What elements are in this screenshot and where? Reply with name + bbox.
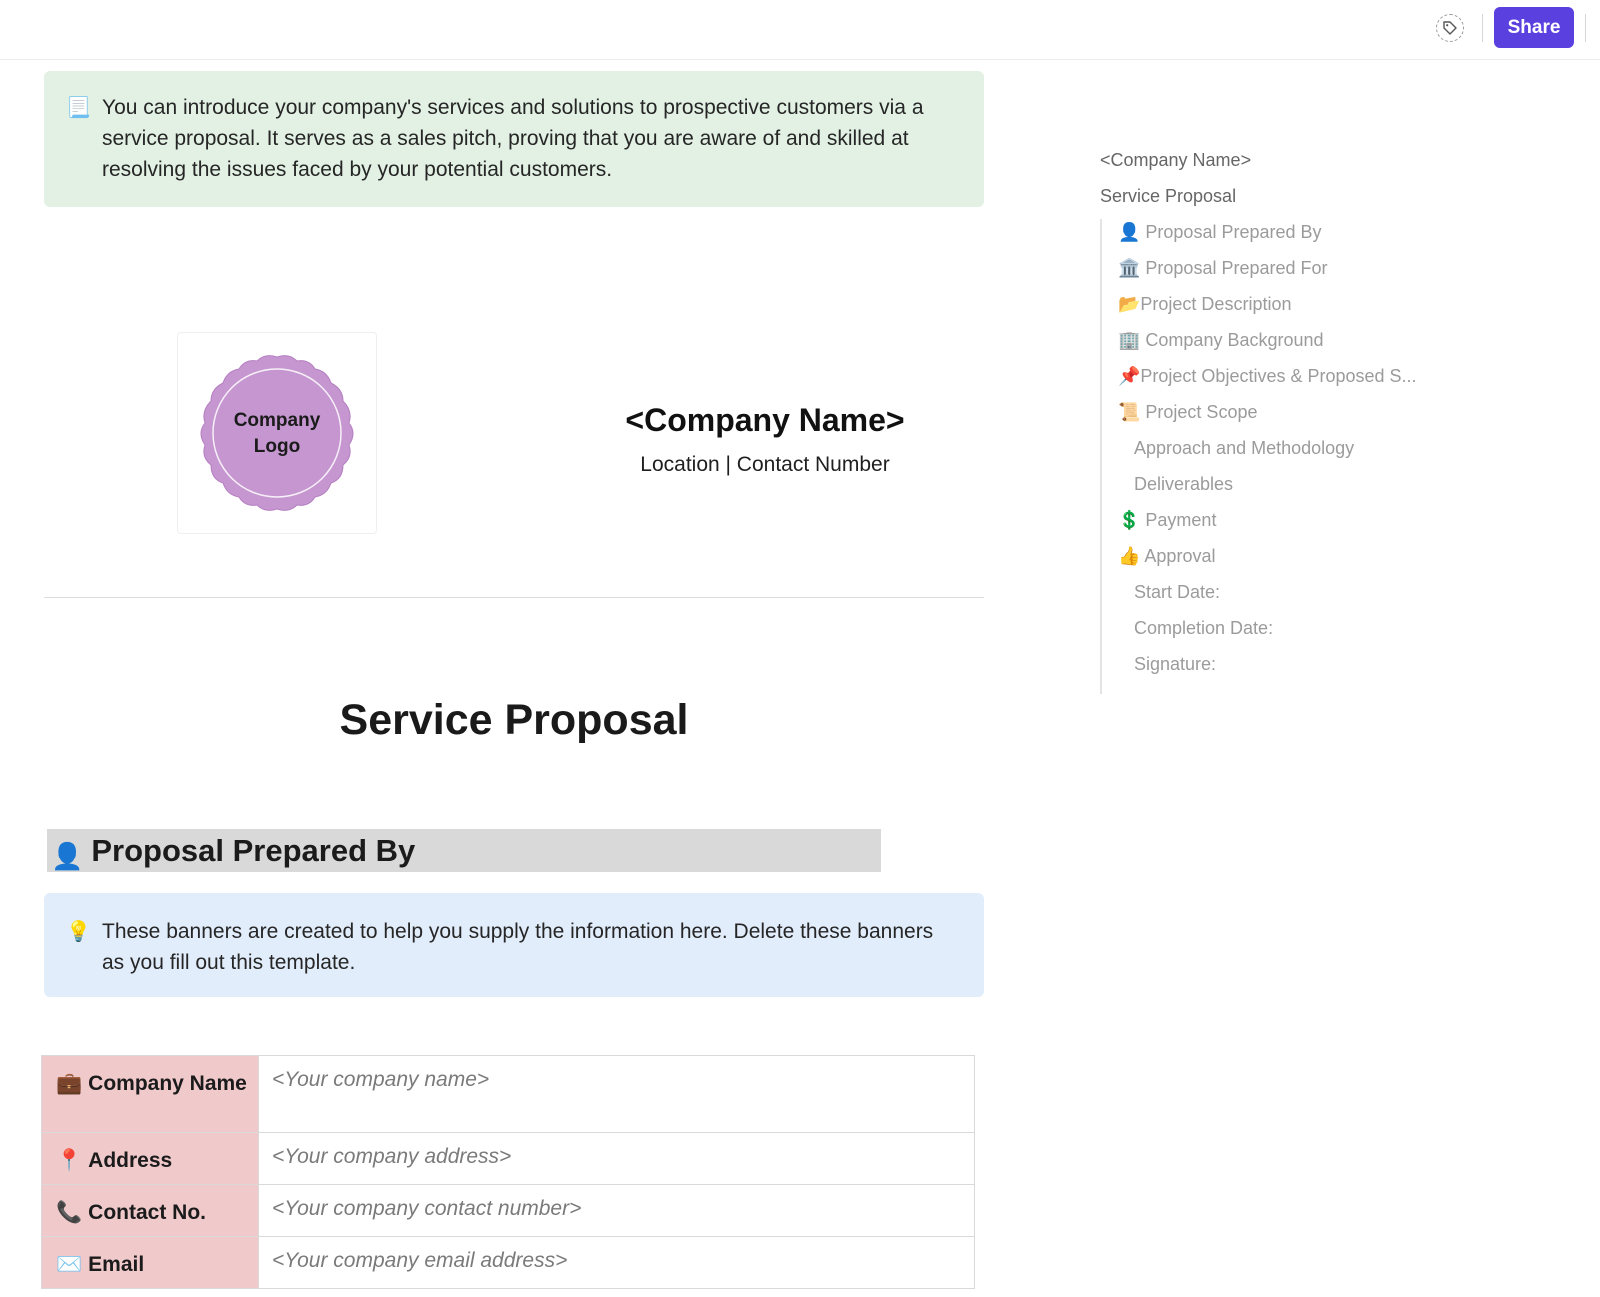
person-icon: 👤	[51, 841, 84, 871]
outline-item-start-date[interactable]: Start Date:	[1134, 582, 1221, 602]
logo-line-1: Company	[233, 410, 321, 431]
horizontal-divider	[44, 597, 984, 598]
envelope-icon: ✉️	[56, 1253, 83, 1276]
table-label-cell[interactable]	[42, 1185, 259, 1237]
table-label-cell[interactable]	[42, 1237, 259, 1289]
outline-item-approval[interactable]: 👍 Approval	[1118, 546, 1216, 566]
logo-line-2: Logo	[253, 436, 301, 457]
document-title[interactable]: Service Proposal	[339, 696, 689, 744]
outline-rail	[1100, 219, 1102, 694]
table-row	[42, 1185, 975, 1237]
toolbar-divider	[1482, 14, 1483, 42]
outline-item-prepared-for[interactable]: 🏛️ Proposal Prepared For	[1118, 258, 1328, 278]
company-name-heading[interactable]: <Company Name>	[625, 402, 905, 438]
section-heading-label: Proposal Prepared By	[91, 832, 416, 868]
table-value-cell[interactable]: <Your company email address>	[259, 1237, 975, 1289]
table-row	[42, 1133, 975, 1185]
outline-item-project-description[interactable]: 📂Project Description	[1118, 294, 1292, 314]
outline-item-company-background[interactable]: 🏢 Company Background	[1118, 330, 1324, 350]
row-label: Contact No.	[88, 1201, 206, 1224]
row-label: Company Name	[88, 1072, 247, 1095]
info-callout-text[interactable]: These banners are created to help you supply the information here. Delete these banners as you fill out this template.	[102, 920, 934, 974]
briefcase-icon: 💼	[56, 1072, 83, 1095]
outline-item-project-scope[interactable]: 📜 Project Scope	[1118, 402, 1258, 422]
company-location-contact[interactable]: Location | Contact Number	[640, 453, 890, 476]
outline-item-payment[interactable]: 💲 Payment	[1118, 510, 1217, 530]
outline-item-completion-date[interactable]: Completion Date:	[1134, 618, 1274, 638]
pin-icon: 📍	[56, 1149, 83, 1172]
lightbulb-icon: 💡	[66, 921, 91, 943]
section-heading-prepared-by[interactable]	[47, 829, 881, 872]
outline-item-project-objectives[interactable]: 📌Project Objectives & Proposed S...	[1118, 366, 1417, 386]
table-value-cell[interactable]: <Your company contact number>	[259, 1185, 975, 1237]
outline-item-approach[interactable]: Approach and Methodology	[1134, 438, 1355, 458]
table-label-cell[interactable]	[42, 1133, 259, 1185]
tag-icon[interactable]	[1436, 14, 1464, 42]
outline-item-prepared-by[interactable]: 👤 Proposal Prepared By	[1118, 222, 1322, 242]
intro-callout-text[interactable]: You can introduce your company's services and solutions to prospective customers via a service proposal. It serves as a sales pitch, proving that you are aware of and skilled at resolving the issues faced by your potential customers.	[102, 96, 924, 181]
share-button[interactable]: Share	[1494, 7, 1574, 48]
outline-item-service-proposal[interactable]: Service Proposal	[1100, 186, 1237, 206]
phone-icon: 📞	[56, 1201, 83, 1224]
info-callout[interactable]	[44, 893, 984, 997]
table-value-cell[interactable]: <Your company name>	[259, 1056, 975, 1133]
table-row	[42, 1056, 975, 1133]
table-label-cell[interactable]	[42, 1056, 259, 1133]
company-logo[interactable]	[177, 332, 377, 534]
company-info-table	[41, 1055, 975, 1289]
outline-item-deliverables[interactable]: Deliverables	[1134, 474, 1234, 494]
outline-item-company-name[interactable]: <Company Name>	[1100, 150, 1252, 170]
tag-icon-svg	[1442, 20, 1458, 36]
table-row	[42, 1237, 975, 1289]
table-value-cell[interactable]: <Your company address>	[259, 1133, 975, 1185]
row-label: Address	[88, 1149, 173, 1172]
top-bar	[0, 0, 1600, 60]
outline-item-signature[interactable]: Signature:	[1134, 654, 1217, 674]
row-label: Email	[88, 1253, 145, 1276]
toolbar-divider	[1585, 14, 1586, 42]
logo-label	[178, 408, 376, 460]
intro-callout[interactable]	[44, 71, 984, 207]
scroll-icon: 📃	[66, 97, 91, 119]
